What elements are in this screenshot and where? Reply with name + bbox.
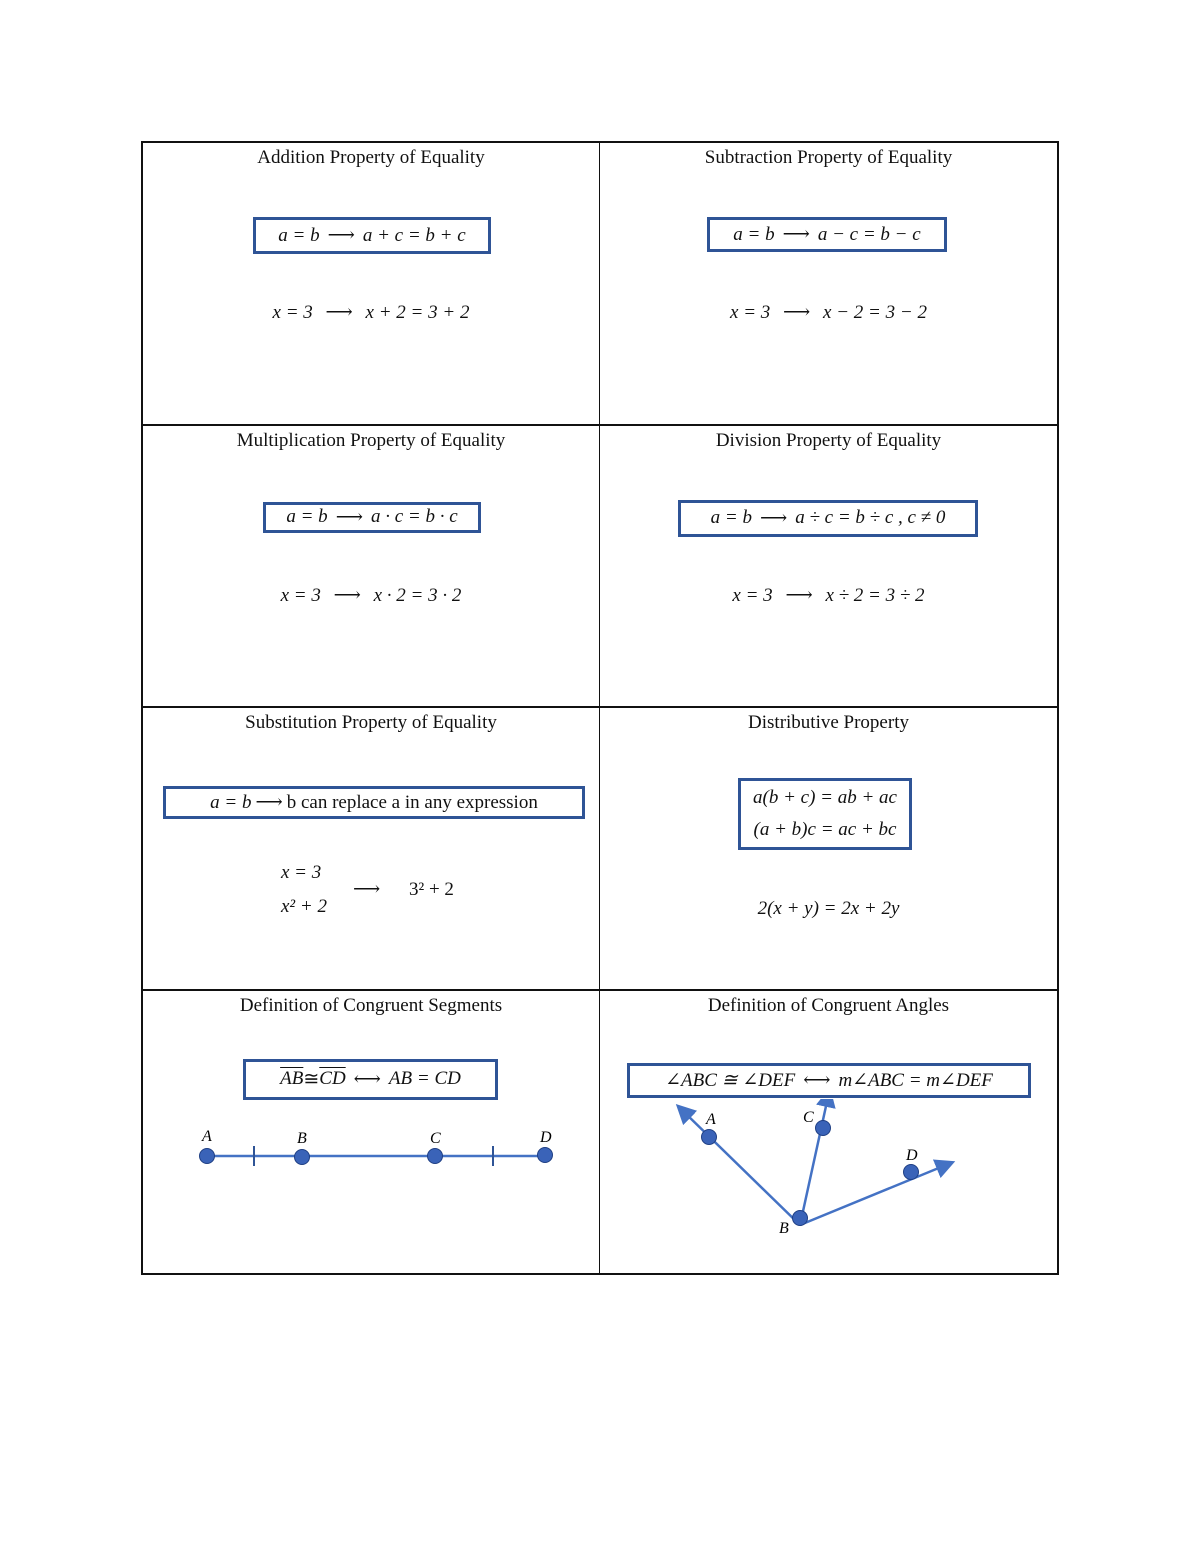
arrow-icon: ⟶ — [785, 584, 813, 606]
ray-ba — [683, 1111, 800, 1225]
double-arrow-icon: ⟷ — [803, 1069, 831, 1091]
example-line-2: x² + 2 — [281, 896, 327, 917]
example-left: x = 3 — [280, 584, 321, 606]
example-left: x = 3 — [272, 302, 313, 323]
example-equation: 2(x + y) = 2x + 2y — [757, 898, 900, 919]
card-title: Definition of Congruent Angles — [707, 994, 950, 1016]
example-right: x + 2 = 3 + 2 — [365, 302, 470, 323]
card-title: Subtraction Property of Equality — [704, 147, 953, 168]
formula-right: a ÷ c = b ÷ c , c ≠ 0 — [795, 507, 946, 528]
angle-diagram — [600, 1099, 1056, 1249]
arrow-icon: ⟶ — [782, 224, 810, 245]
card-substitution-property — [143, 708, 600, 991]
formula-box — [738, 778, 912, 850]
formula-box — [678, 500, 978, 537]
point-b — [295, 1149, 310, 1164]
card-multiplication-property — [143, 426, 600, 709]
double-arrow-icon: ⟷ — [353, 1068, 381, 1090]
formula-right: a − c = b − c — [817, 223, 921, 245]
segment-ab: $\overline{AB}$ — [280, 1068, 304, 1089]
formula-left: a = b — [733, 223, 775, 245]
arrow-icon: ⟶ — [327, 225, 355, 246]
formula-line-1: a(b + c) = ab + ac — [753, 787, 897, 808]
arrow-icon: ⟶ — [783, 302, 811, 323]
example-right: x − 2 = 3 − 2 — [823, 302, 927, 323]
card-title: Definition of Congruent Segments — [239, 994, 503, 1016]
point-c — [816, 1120, 831, 1135]
example-equation — [143, 301, 599, 324]
formula-left: a = b — [278, 224, 320, 246]
segment-cd: $\overline{CD}$ — [319, 1068, 346, 1089]
formula-box — [243, 1059, 498, 1100]
label-c: C — [430, 1129, 441, 1147]
point-b — [793, 1210, 808, 1225]
card-addition-property — [143, 143, 600, 426]
formula-right: a · c = b · c — [370, 506, 458, 527]
flashcard-grid — [141, 141, 1059, 1275]
arrow-icon: ⟶ — [353, 879, 381, 900]
formula-right: b can replace a in any expression — [286, 791, 538, 813]
formula-box — [163, 786, 585, 819]
card-subtraction-property — [600, 143, 1057, 426]
example-equation — [600, 301, 1057, 324]
example-left: x = 3 — [730, 302, 771, 323]
point-d — [904, 1164, 919, 1179]
formula-left: a = b — [210, 791, 252, 813]
label-b: B — [779, 1219, 789, 1237]
formula-box — [253, 217, 491, 254]
formula-left: ∠ABC ≅ ∠DEF — [665, 1069, 796, 1091]
arrow-icon: ⟶ — [335, 506, 363, 528]
example-equation — [600, 584, 1057, 607]
congruent-symbol: ≅ — [303, 1068, 320, 1090]
card-title: Multiplication Property of Equality — [236, 429, 506, 451]
example-equation — [143, 584, 599, 607]
card-title: Substitution Property of Equality — [245, 712, 497, 733]
label-c: C — [803, 1108, 814, 1126]
label-d: D — [906, 1146, 918, 1164]
substitution-example — [281, 862, 481, 922]
formula-right: a + c = b + c — [362, 224, 466, 246]
card-title: Division Property of Equality — [715, 429, 942, 451]
formula-left: a = b — [286, 506, 328, 527]
label-a: A — [706, 1110, 716, 1128]
example-line-1: x = 3 — [281, 862, 322, 883]
card-congruent-segments — [143, 991, 600, 1274]
example-left: x = 3 — [732, 584, 773, 606]
arrow-icon: ⟶ — [325, 302, 353, 323]
arrow-icon: ⟶ — [333, 584, 361, 606]
formula-box — [263, 502, 481, 533]
card-division-property — [600, 426, 1057, 709]
point-a — [702, 1129, 717, 1144]
card-title: Addition Property of Equality — [257, 147, 485, 168]
label-b: B — [297, 1129, 307, 1147]
arrow-icon: ⟶ — [759, 507, 788, 529]
formula-left: a = b — [710, 507, 752, 528]
example-right: 3² + 2 — [409, 879, 454, 900]
segment-diagram — [143, 1121, 599, 1241]
ray-bd — [800, 1165, 946, 1225]
example-right: x ÷ 2 = 3 ÷ 2 — [825, 584, 925, 606]
point-d — [538, 1147, 553, 1162]
label-a: A — [202, 1127, 212, 1145]
example-right: x · 2 = 3 · 2 — [373, 584, 462, 606]
card-distributive-property — [600, 708, 1057, 991]
formula-box — [627, 1063, 1031, 1098]
formula-right: m∠ABC = m∠DEF — [838, 1069, 993, 1091]
point-c — [428, 1148, 443, 1163]
point-a — [200, 1148, 215, 1163]
card-title: Distributive Property — [748, 712, 909, 733]
formula-right: AB = CD — [388, 1068, 461, 1089]
card-congruent-angles — [600, 991, 1057, 1274]
label-d: D — [540, 1128, 552, 1146]
formula-box — [707, 217, 947, 252]
formula-line-2: (a + b)c = ac + bc — [753, 819, 897, 840]
arrow-icon: ⟶ — [255, 792, 283, 813]
